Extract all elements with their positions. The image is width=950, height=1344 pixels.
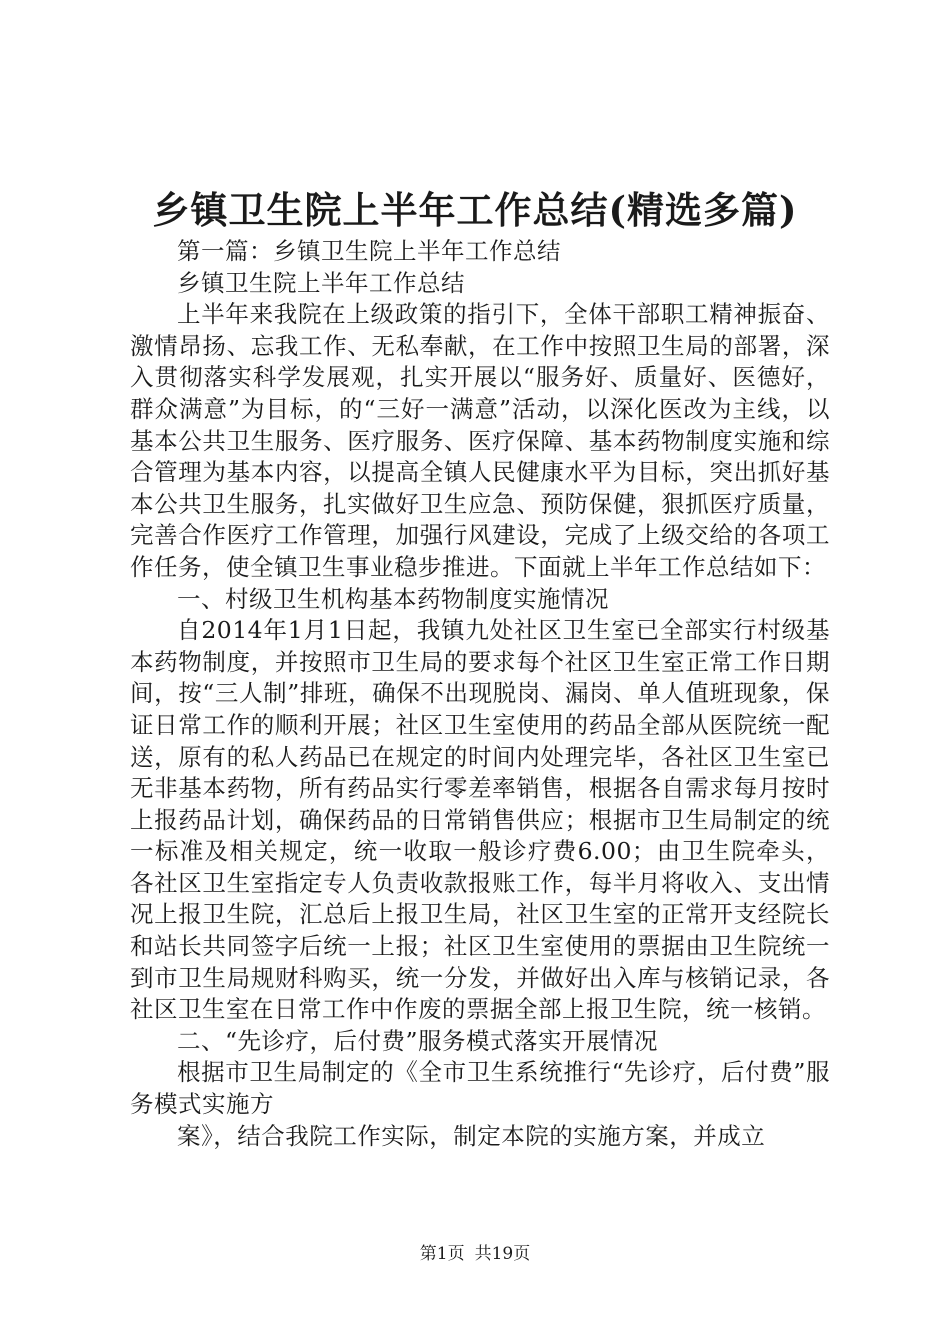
paragraph-intro: 上半年来我院在上级政策的指引下，全体干部职工精神振奋、激情昂扬、忘我工作、无私奉献，在工作中按照卫生局的部署，深入贯彻落实科学发展观，扎实开展以“服务好、质量好、医德好，群众满意”为目标，的“三好一满意”活动，以深化医改为主线，以基本公共卫生服务、医疗服务、医疗保障、基本药物制度实施和综合管理为基本内容，以提高全镇人民健康水平为目标，突出抓好基本公共卫生服务，扎实做好卫生应急、预防保健，狠抓医疗质量，完善合作医疗工作管理，加强行风建设，完成了上级交给的各项工作任务，使全镇卫生事业稳步推进。下面就上半年工作总结如下： xyxy=(130,300,830,581)
paragraph-section-2-cont: 案》，结合我院工作实际，制定本院的实施方案，并成立 xyxy=(177,1121,766,1150)
section-heading-1: 一、村级卫生机构基本药物制度实施情况 xyxy=(177,584,609,613)
page-total: 共19页 xyxy=(474,1244,531,1264)
document-title: 乡镇卫生院上半年工作总结(精选多篇) xyxy=(152,188,798,232)
paragraph-section-1: 自2014年1月1日起，我镇九处社区卫生室已全部实行村级基本药物制度，并按照市卫生局的要求每个社区卫生室正常工作日期间，按“三人制”排班，确保不出现脱岗、漏岗、单人值班现象，保证日常工作的顺利开展；社区卫生室使用的药品全部从医院统一配送，原有的私人药品已在规定的时间内处理完毕，各社区卫生室已无非基本药物，所有药品实行零差率销售，根据各自需求每月按时上报药品计划，确保药品的日常销售供应；根据市卫生局制定的统一标准及相关规定，统一收取一般诊疗费6.00；由卫生院牵头，各社区卫生室指定专人负责收款报账工作，每半月将收入、支出情况上报卫生院，汇总后上报卫生局，社区卫生室的正常开支经院长和站长共同签字后统一上报；社区卫生室使用的票据由卫生院统一到市卫生局规财科购买，统一分发，并做好出入库与核销记录，各社区卫生室在日常工作中作废的票据全部上报卫生院，统一核销。 xyxy=(130,616,830,1024)
section-heading-2: 二、“先诊疗，后付费”服务模式落实开展情况 xyxy=(177,1026,659,1055)
page-footer xyxy=(0,1242,950,1266)
page-number: 第1页 xyxy=(419,1244,465,1264)
chapter-heading: 第一篇：乡镇卫生院上半年工作总结 xyxy=(177,237,561,265)
document-body xyxy=(130,236,830,1152)
paragraph-section-2: 根据市卫生局制定的《全市卫生系统推行“先诊疗，后付费”服务模式实施方 xyxy=(130,1058,830,1119)
section-title: 乡镇卫生院上半年工作总结 xyxy=(177,268,465,297)
